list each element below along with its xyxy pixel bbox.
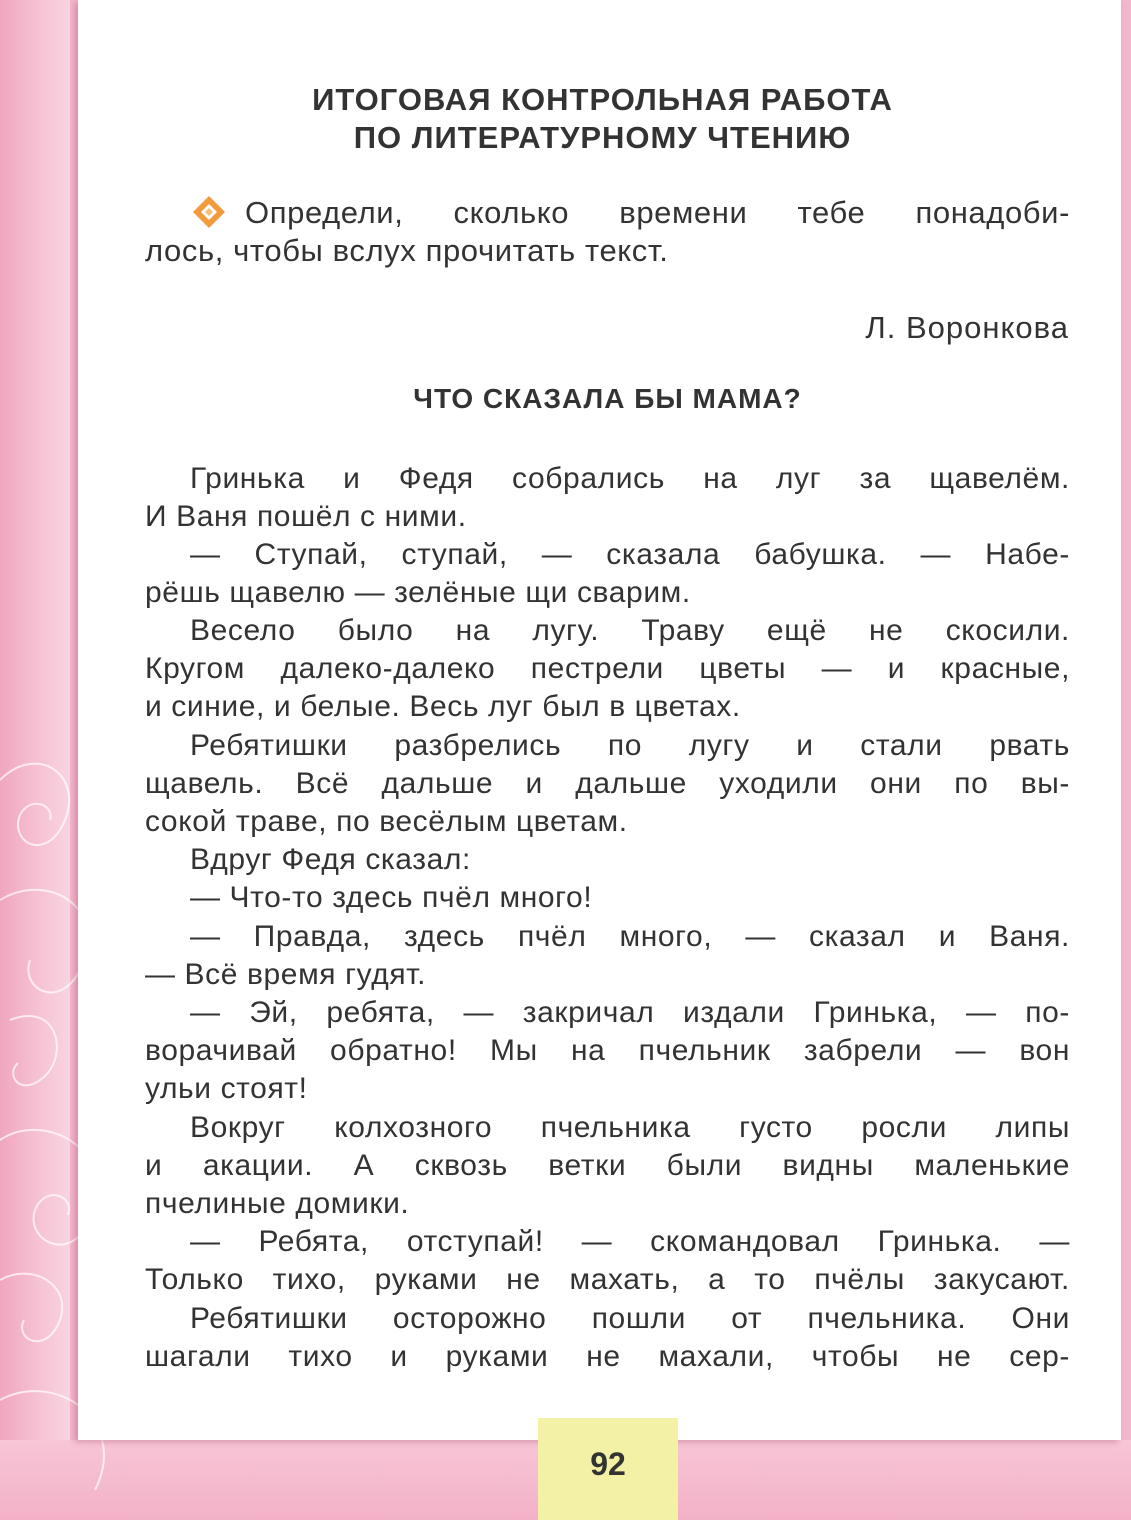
text-line: щавель. Всё дальше и дальше уходили они по вы- bbox=[145, 767, 1070, 800]
page-number: 92 bbox=[590, 1446, 626, 1482]
text-line: — Что-то здесь пчёл много! bbox=[190, 881, 593, 914]
text-line: Ребятишки разбрелись по лугу и стали рвать bbox=[190, 729, 1070, 762]
text-line: сокой траве, по весёлым цветам. bbox=[145, 805, 628, 838]
task-line-2: лось, чтобы вслух прочитать текст. bbox=[145, 233, 669, 268]
text-line: рёшь щавелю — зелёные щи сварим. bbox=[145, 576, 691, 609]
text-line: Вдруг Федя сказал: bbox=[190, 843, 471, 876]
text-line: ворачивай обратно! Мы на пчельник забрели — вон bbox=[145, 1034, 1070, 1067]
text-line: Кругом далеко-далеко пестрели цветы — и красные, bbox=[145, 652, 1070, 685]
text-line: Вокруг колхозного пчельника густо росли липы bbox=[190, 1111, 1070, 1144]
page-title-line1: ИТОГОВАЯ КОНТРОЛЬНАЯ РАБОТА bbox=[312, 82, 893, 117]
text-line: — Ребята, отступай! — скомандовал Гринька. — bbox=[190, 1225, 1070, 1258]
text-line: ульи стоят! bbox=[145, 1072, 308, 1105]
text-line: и акации. А сквозь ветки были видны маленькие bbox=[145, 1149, 1070, 1182]
text-line: И Ваня пошёл с ними. bbox=[145, 500, 467, 533]
text-line: и синие, и белые. Весь луг был в цветах. bbox=[145, 690, 741, 723]
page-title-line2: ПО ЛИТЕРАТУРНОМУ ЧТЕНИЮ bbox=[353, 120, 852, 155]
text-line: Только тихо, руками не махать, а то пчёлы закусают. bbox=[145, 1263, 1070, 1296]
orange-diamond-icon bbox=[192, 195, 226, 229]
text-line: шагали тихо и руками не махали, чтобы не сер- bbox=[145, 1340, 1070, 1373]
left-decorative-band bbox=[0, 0, 70, 1520]
text-line: — Правда, здесь пчёл много, — сказал и Ваня. bbox=[190, 920, 1070, 953]
task-line-1: Определи, сколько времени тебе понадоби- bbox=[245, 195, 1070, 230]
text-line: Ребятишки осторожно пошли от пчельника. Они bbox=[190, 1302, 1070, 1335]
text-line: Гринька и Федя собрались на луг за щавелём. bbox=[190, 462, 1070, 495]
text-line: пчелиные домики. bbox=[145, 1187, 410, 1220]
text-line: Весело было на лугу. Траву ещё не скосили. bbox=[190, 614, 1070, 647]
author-name: Л. Воронкова bbox=[865, 310, 1069, 345]
text-line: — Эй, ребята, — закричал издали Гринька, — по- bbox=[190, 996, 1070, 1029]
text-line: — Ступай, ступай, — сказала бабушка. — Набе- bbox=[190, 538, 1070, 571]
story-title: ЧТО СКАЗАЛА БЫ МАМА? bbox=[413, 383, 802, 414]
text-line: — Всё время гудят. bbox=[145, 958, 427, 991]
